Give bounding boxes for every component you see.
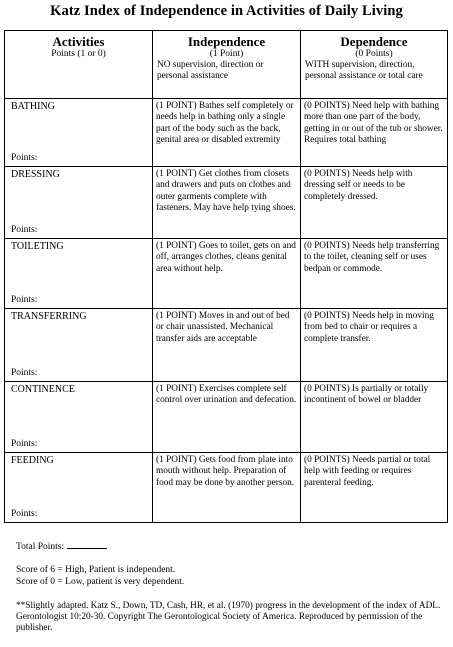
table-row bbox=[5, 99, 448, 167]
independence-cell: (1 POINT) Bathes self completely or needs help in bathing only a single part of the body such as the back, genital area or disabled extremity bbox=[153, 99, 301, 167]
independence-cell: (1 POINT) Goes to toilet, gets on and off, arranges clothes, cleans genital area without help. bbox=[153, 239, 301, 309]
dependence-cell: (0 POINTS) Is partially or totally incontinent of bowel or bladder bbox=[301, 382, 448, 453]
activity-name: TRANSFERRING bbox=[11, 311, 87, 322]
points-label: Points: bbox=[11, 438, 38, 449]
dependence-cell: (0 POINTS) Need help with bathing more than one part of the body, getting in or out of the tub or shower. Requires total bathing bbox=[301, 99, 448, 167]
table-row bbox=[5, 167, 448, 239]
dependence-cell: (0 POINTS) Needs help in moving from bed to chair or requires a complete transfer. bbox=[301, 309, 448, 382]
dependence-cell: (0 POINTS) Needs partial or total help with feeding or requires parenteral feeding. bbox=[301, 453, 448, 523]
activity-name: BATHING bbox=[11, 101, 55, 112]
activity-cell bbox=[5, 309, 153, 382]
points-label: Points: bbox=[11, 367, 38, 378]
total-points bbox=[16, 540, 107, 554]
table-row bbox=[5, 239, 448, 309]
score-high-note: Score of 6 = High, Patient is independent. bbox=[16, 565, 176, 575]
header-dependence bbox=[301, 31, 448, 99]
dependence-cell: (0 POINTS) Needs help transferring to the toilet, cleaning self or uses bedpan or commode. bbox=[301, 239, 448, 309]
header-dependence-points: (0 Points) bbox=[355, 49, 393, 59]
document-title: Katz Index of Independence in Activities of Daily Living bbox=[50, 3, 403, 19]
table-row bbox=[5, 453, 448, 523]
independence-cell: (1 POINT) Gets food from plate into mouth without help. Preparation of food may be done by another person. bbox=[153, 453, 301, 523]
total-points-label: Total Points: bbox=[16, 542, 65, 552]
activity-cell bbox=[5, 239, 153, 309]
total-points-blank bbox=[67, 540, 107, 549]
activity-name: CONTINENCE bbox=[11, 384, 75, 395]
activity-cell bbox=[5, 453, 153, 523]
header-independence-desc: NO supervision, direction or personal assistance bbox=[157, 60, 264, 82]
points-label: Points: bbox=[11, 152, 38, 163]
activity-name: FEEDING bbox=[11, 455, 54, 466]
score-low-note: Score of 0 = Low, patient is very dependent. bbox=[16, 577, 185, 587]
activity-name: TOILETING bbox=[11, 241, 64, 252]
points-label: Points: bbox=[11, 294, 38, 305]
dependence-cell: (0 POINTS) Needs help with dressing self or needs to be completely dressed. bbox=[301, 167, 448, 239]
independence-cell: (1 POINT) Get clothes from closets and drawers and puts on clothes and outer garments complete with fasteners. May have help tying shoes. bbox=[153, 167, 301, 239]
activity-cell bbox=[5, 167, 153, 239]
independence-cell: (1 POINT) Exercises complete self control over urination and defecation. bbox=[153, 382, 301, 453]
header-dependence-label: Dependence bbox=[340, 34, 408, 49]
header-dependence-desc: WITH supervision, direction, personal assistance or total care bbox=[305, 60, 423, 82]
header-independence bbox=[153, 31, 301, 99]
points-label: Points: bbox=[11, 508, 38, 519]
activity-cell bbox=[5, 99, 153, 167]
activity-name: DRESSING bbox=[11, 169, 60, 180]
katz-adl-table bbox=[4, 30, 448, 523]
header-activities bbox=[5, 31, 153, 99]
activity-cell bbox=[5, 382, 153, 453]
header-independence-points: (1 Point) bbox=[209, 49, 244, 59]
independence-cell: (1 POINT) Moves in and out of bed or chair unassisted. Mechanical transfer aids are acceptable bbox=[153, 309, 301, 382]
header-activities-points: Points (1 or 0) bbox=[51, 49, 106, 59]
citation-note: **Slightly adapted. Katz S., Down, TD, Cash, HR, et al. (1970) progress in the development of the index of ADL. Gerontologist 10:20-30. Copyright The Gerontological Society of America. Reproduced by permission of the publisher. bbox=[16, 601, 441, 634]
table-row bbox=[5, 309, 448, 382]
header-activities-label: Activities bbox=[52, 34, 105, 49]
table-row bbox=[5, 382, 448, 453]
points-label: Points: bbox=[11, 224, 38, 235]
header-independence-label: Independence bbox=[187, 34, 266, 49]
table-header-row bbox=[5, 31, 448, 99]
